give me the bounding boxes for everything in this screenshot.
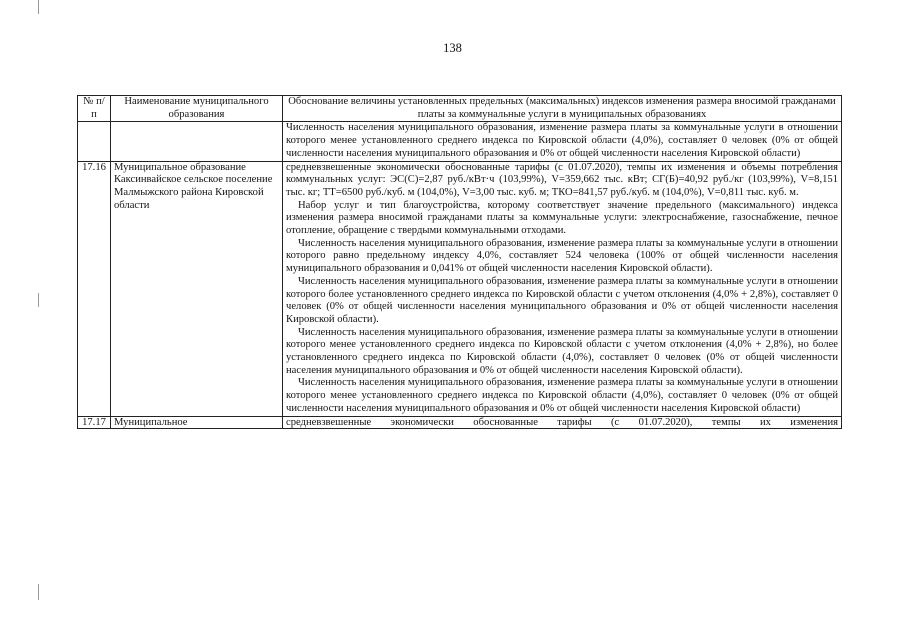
continued-paragraph: Численность населения муниципального образования, изменение размера платы за коммунальные услуги в отношении которого менее установленного среднего индекса по Кировской области (4,0%), составляет 0 человек (0% от общей численности населения муниципального образования и 0% от общей численности населения Кировской области)	[286, 122, 838, 159]
tariff-justification-table	[77, 95, 842, 429]
justification-text	[283, 416, 842, 428]
table-row-continued	[78, 122, 842, 161]
cell-empty-name	[111, 122, 283, 161]
row-number-text: 17.17	[82, 416, 106, 428]
municipality-name-text: Муниципальное	[114, 416, 188, 428]
table-row-17-16	[78, 161, 842, 416]
scan-mark-middle	[38, 293, 39, 307]
tariffs-paragraph: средневзвешенные экономически обоснованные тарифы (с 01.07.2020), темпы их изменения и объемы потребления коммунальных услуг: ЭС(С)=2,87 руб./кВт·ч (103,99%), V=359,662 тыс. кВт; СГ(Б)=40,92 руб./кг (103,99%), V=8,151 тыс. кг; ТТ=6500 руб./куб. м (104,0%), V=3,00 тыс. куб. м; ТКО=841,57 руб./куб. м (104,0%), V=0,811 тыс. куб. м.	[286, 161, 838, 198]
scan-mark-top	[38, 0, 39, 14]
header-municipality: Наименование муниципального образования	[111, 96, 283, 122]
header-number: № п/п	[78, 96, 111, 122]
page-number: 138	[443, 41, 462, 55]
row-number: 17.16	[78, 161, 111, 416]
services-paragraph: Набор услуг и тип благоустройства, которому соответствует значение предельного (максимального) индекса изменения размера вносимой гражданами платы за коммунальные услуги: электроснабжение, газоснабжение, печное отопление, обращение с твердыми коммунальными отходами.	[286, 199, 838, 237]
population-below-paragraph: Численность населения муниципального образования, изменение размера платы за коммунальные услуги в отношении которого менее установленного среднего индекса по Кировской области (4,0%), составляет 0 человек (0% от общей численности населения муниципального образования и 0% от общей численности населения Кировской области)	[286, 377, 838, 414]
justification-text-start: средневзвешенные экономически обоснованные тарифы (с 01.07.2020), темпы их изменения	[286, 416, 838, 428]
header-justification: Обоснование величины установленных предельных (максимальных) индексов изменения размера вносимой гражданами платы за коммунальные услуги в муниципальных образованиях	[283, 96, 842, 122]
municipality-name	[111, 416, 283, 428]
population-between-paragraph: Численность населения муниципального образования, изменение размера платы за коммунальные услуги в отношении которого менее установленного среднего индекса по Кировской области с учетом отклонения (4,0% + 2,8%), но более установленного среднего индекса по Кировской области (4,0%), составляет 0 человек (0% от общей численности населения муниципального образования и 0% от общей численности населения Кировской области).	[286, 326, 838, 376]
table-row-17-17	[78, 416, 842, 428]
municipality-name: Муниципальное образование Каксинвайское сельское поселение Малмыжского района Кировской области	[111, 161, 283, 416]
cell-empty-number	[78, 122, 111, 161]
cell-continued-text	[283, 122, 842, 161]
justification-text	[283, 161, 842, 416]
row-number	[78, 416, 111, 428]
population-equal-paragraph: Численность населения муниципального образования, изменение размера платы за коммунальные услуги в отношении которого равно предельному индексу 4,0%, составляет 524 человека (100% от общей численности населения муниципального образования и 0,041% от общей численности населения Кировской области).	[286, 237, 838, 275]
population-above-paragraph: Численность населения муниципального образования, изменение размера платы за коммунальные услуги в отношении которого более установленного среднего индекса по Кировской области с учетом отклонения (4,0% + 2,8%), составляет 0 человек (0% от общей численности населения муниципального образования и 0% от общей численности населения Кировской области).	[286, 275, 838, 325]
table-header-row	[78, 96, 842, 122]
scan-mark-bottom	[38, 584, 39, 600]
